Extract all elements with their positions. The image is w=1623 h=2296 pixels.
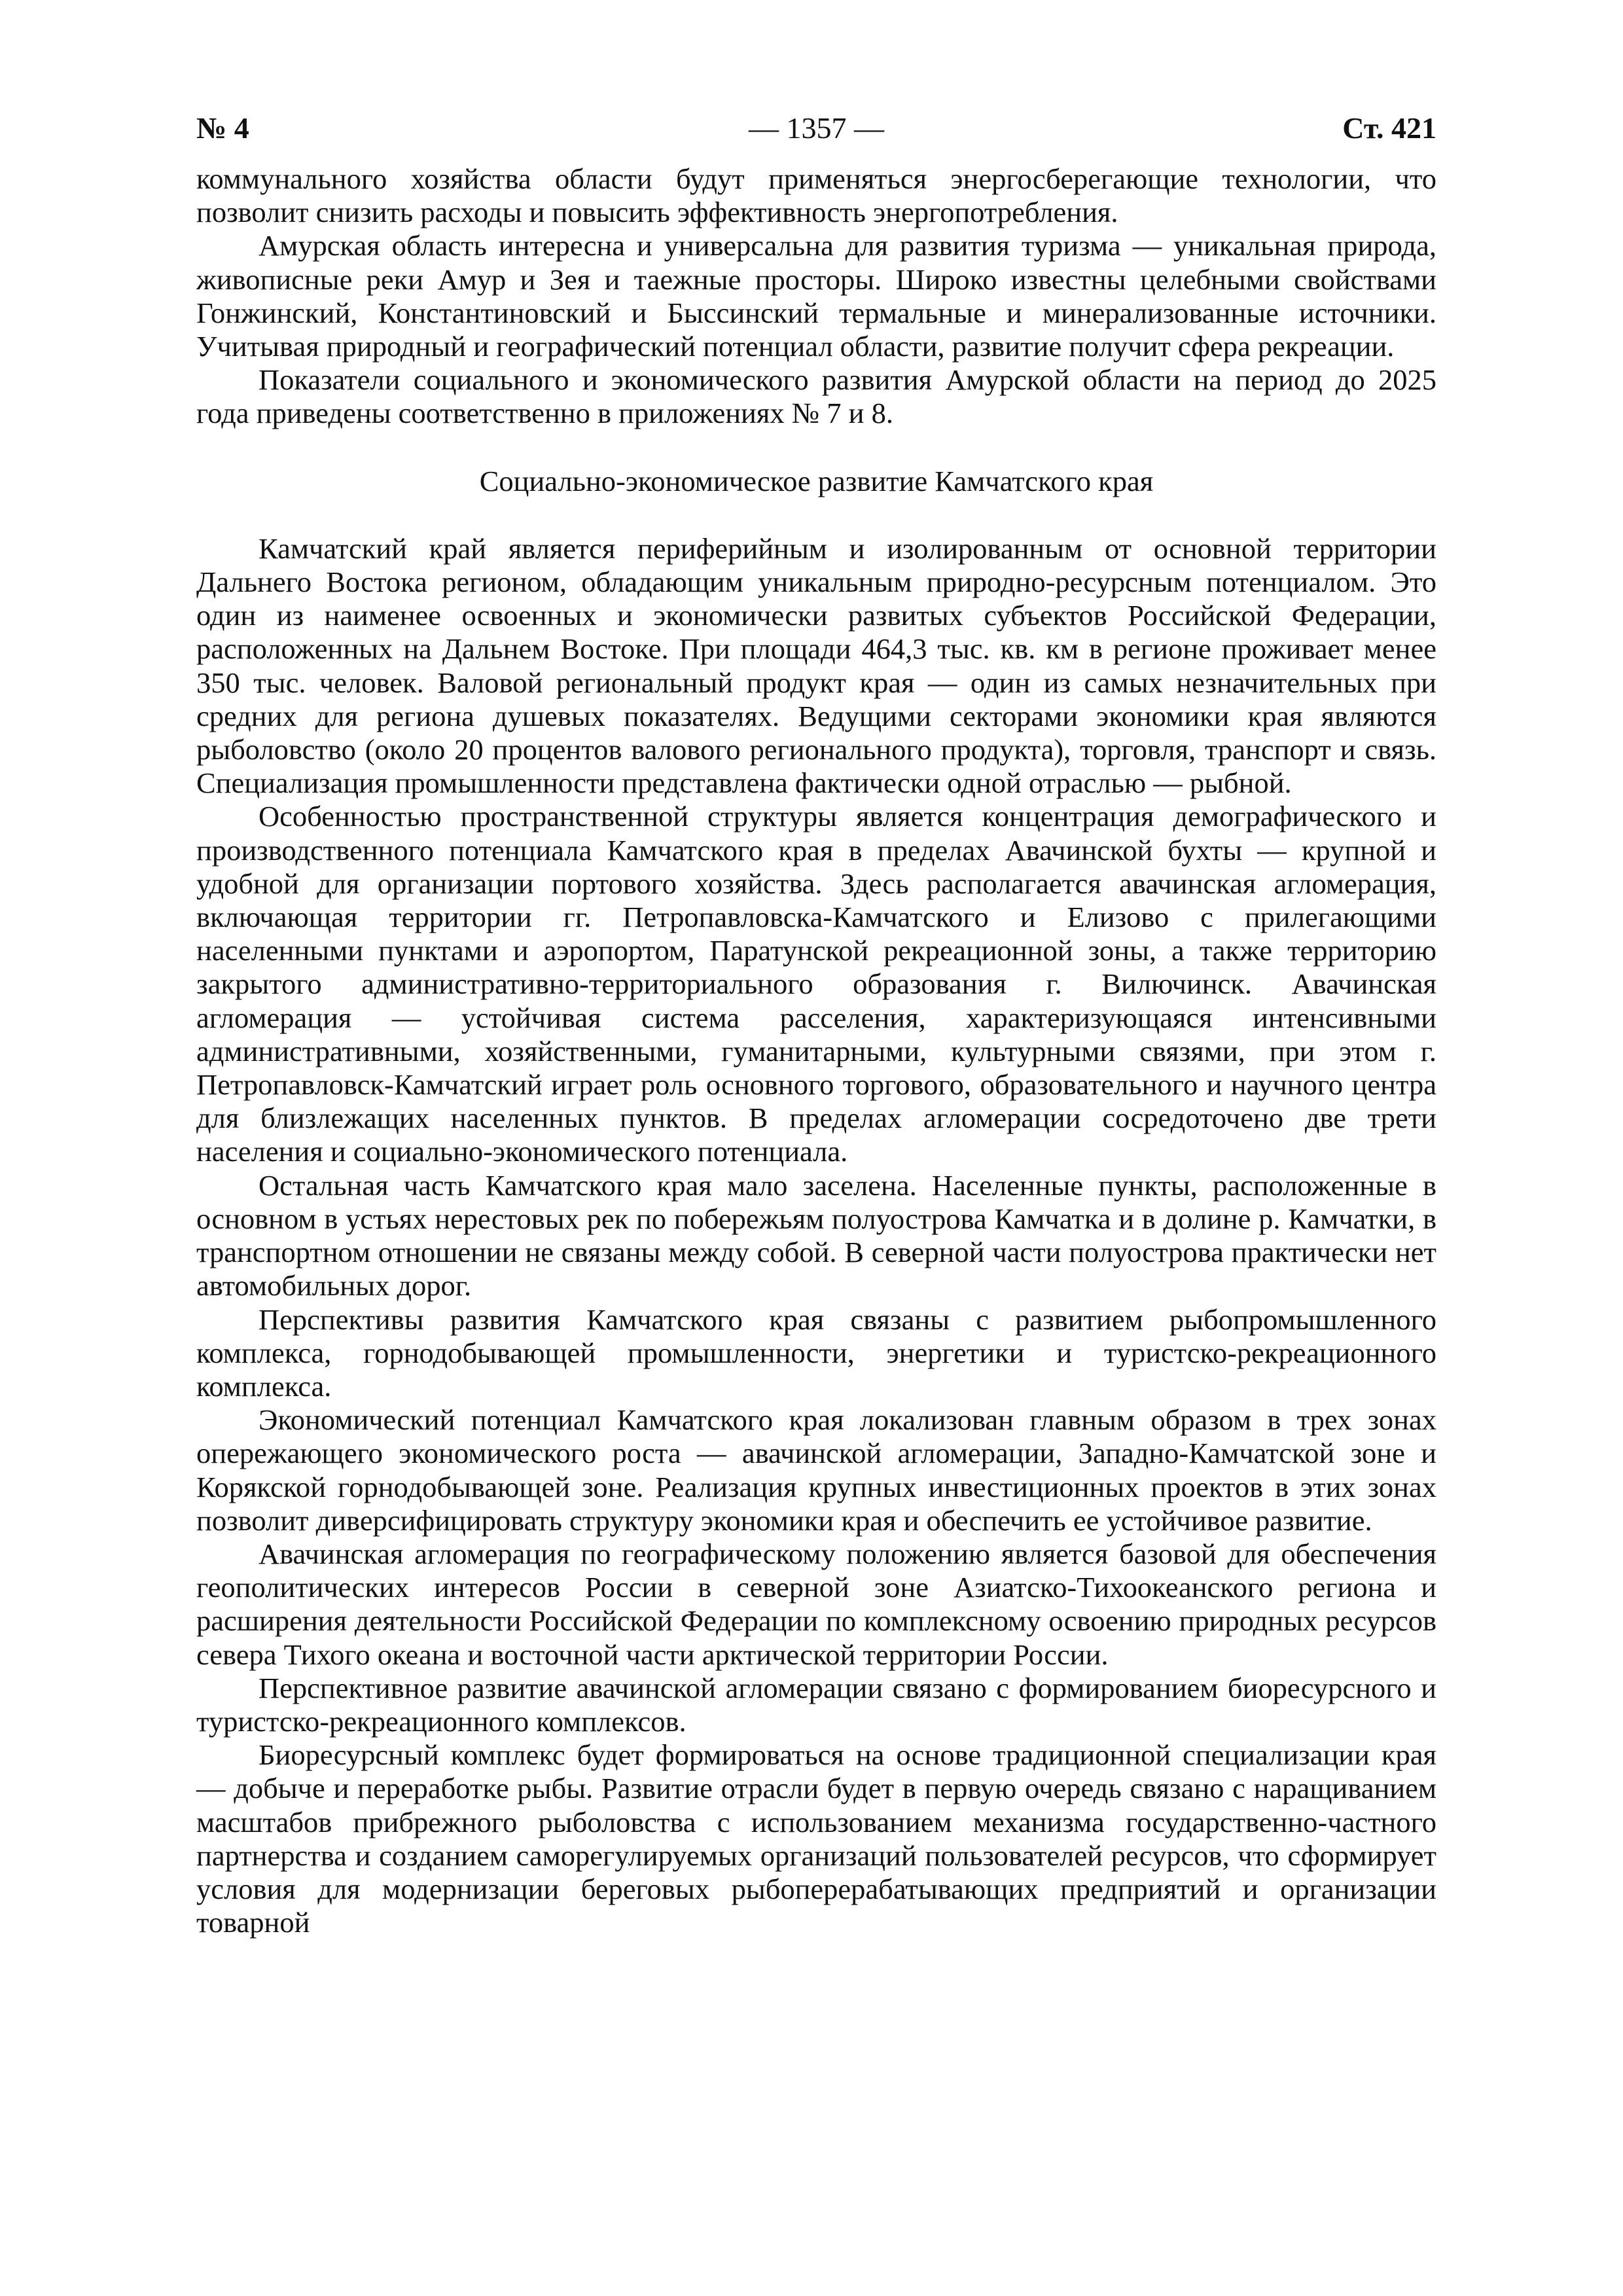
running-header (196, 105, 1436, 162)
paragraph: Особенностью пространственной структуры является концентрация демографического и производственного потенциала Камчатского края в пределах Авачинской бухты — крупной и удобной для организации портового хозяйства. Здесь располагается авачинская агломерация, включающая территории гг. Петропавловска-Камчатского и Елизово с прилегающими населенными пунктами и аэропортом, Паратунской рекреационной зоны, а также территорию закрытого административно-территориального образования г. Вилючинск. Авачинская агломерация — устойчивая система расселения, характеризующаяся интенсивными административными, хозяйственными, гуманитарными, культурными связями, при этом г. Петропавловск-Камчатский играет роль основного торгового, образовательного и научного центра для близлежащих населенных пунктов. В пределах агломерации сосредоточено две трети населения и социально-экономического потенциала. (196, 800, 1436, 1168)
paragraph-continued: коммунального хозяйства области будут применяться энергосберегающие технологии, что позволит снизить расходы и повысить эффективность энергопотребления. (196, 162, 1436, 229)
paragraph: Камчатский край является периферийным и изолированным от основной территории Дальнего Востока регионом, обладающим уникальным природно-ресурсным потенциалом. Это один из наименее освоенных и экономически развитых субъектов Российской Федерации, расположенных на Дальнем Востоке. При площади 464,3 тыс. кв. км в регионе проживает менее 350 тыс. человек. Валовой региональный продукт края — один из самых незначительных при средних для региона душевых показателях. Ведущими секторами экономики края являются рыболовство (около 20 процентов валового регионального продукта), торговля, транспорт и связь. Специализация промышленности представлена фактически одной отраслью — рыбной. (196, 531, 1436, 800)
article-number: Ст. 421 (1342, 111, 1436, 145)
paragraph: Остальная часть Камчатского края мало заселена. Населенные пункты, расположенные в основном в устьях нерестовых рек по побережьям полуострова Камчатка и в долине р. Камчатки, в транспортном отношении не связаны между собой. В северной части полуострова практически нет автомобильных дорог. (196, 1168, 1436, 1302)
section-title: Социально-экономическое развитие Камчатского края (479, 464, 1154, 497)
issue-number: № 4 (196, 111, 249, 145)
paragraph: Амурская область интересна и универсальна для развития туризма — уникальная природа, живописные реки Амур и Зея и таежные просторы. Широко известны целебными свойствами Гонжинский, Константиновский и Быссинский термальные и минерализованные источники. Учитывая природный и географический потенциал области, развитие получит сфера рекреации. (196, 229, 1436, 363)
paragraph: Перспективы развития Камчатского края связаны с развитием рыбопромышленного комплекса, горнодобывающей промышленности, энергетики и туристско-рекреационного комплекса. (196, 1302, 1436, 1403)
paragraph: Показатели социального и экономического развития Амурской области на период до 2025 года приведены соответственно в приложениях № 7 и 8. (196, 363, 1436, 430)
paragraph: Биоресурсный комплекс будет формироваться на основе традиционной специализации края — добыче и переработке рыбы. Развитие отрасли будет в первую очередь связано с наращиванием масштабов прибрежного рыболовства с использованием механизма государственно-частного партнерства и созданием саморегулируемых организаций пользователей ресурсов, что сформирует условия для модернизации береговых рыбоперерабатывающих предприятий и организации товарной (196, 1738, 1436, 1939)
document-page (196, 105, 1436, 1939)
page-number: — 1357 — (749, 111, 884, 145)
paragraph: Перспективное развитие авачинской агломерации связано с формированием биоресурсного и туристско-рекреационного комплексов. (196, 1671, 1436, 1738)
paragraph: Экономический потенциал Камчатского края локализован главным образом в трех зонах опережающего экономического роста — авачинской агломерации, Западно-Камчатской зоне и Корякской горнодобывающей зоне. Реализация крупных инвестиционных проектов в этих зонах позволит диверсифицировать структуру экономики края и обеспечить ее устойчивое развитие. (196, 1403, 1436, 1537)
paragraph: Авачинская агломерация по географическому положению является базовой для обеспечения геополитических интересов России в северной зоне Азиатско-Тихоокеанского региона и расширения деятельности Российской Федерации по комплексному освоению природных ресурсов севера Тихого океана и восточной части арктической территории России. (196, 1537, 1436, 1671)
